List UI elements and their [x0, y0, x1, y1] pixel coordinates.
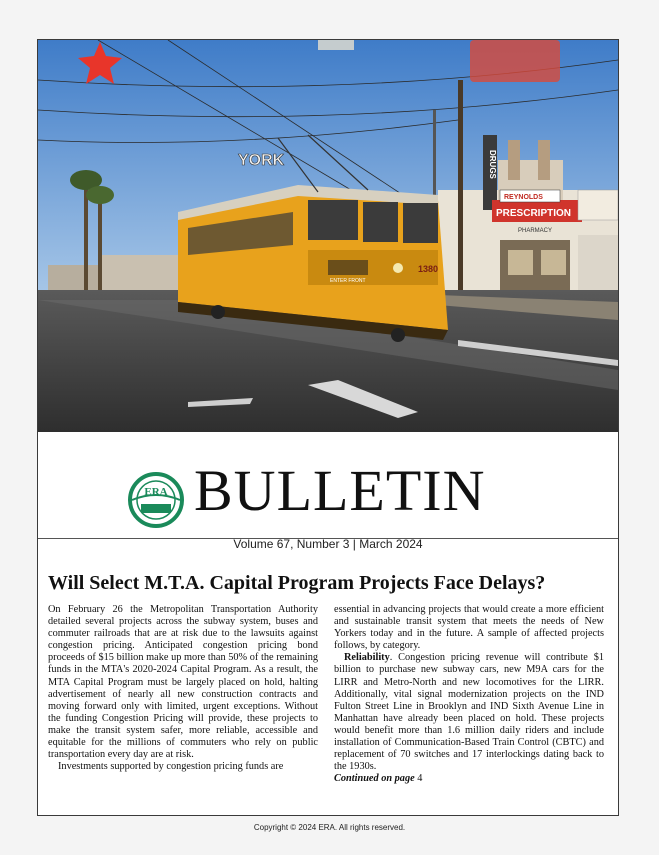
article-paragraph: [334, 652, 604, 773]
tinsel-ornament: [318, 40, 354, 50]
trolley-number: 1380: [418, 264, 439, 274]
trolley-destination: ENTER FRONT: [330, 278, 366, 284]
copyright-footer: Copyright © 2024 ERA. All rights reserved.: [253, 823, 406, 832]
pharmacy-name-sign: REYNOLDS: [504, 194, 543, 201]
prescription-sign: PRESCRIPTION: [496, 208, 572, 219]
article-paragraph: On February 26 the Metropolitan Transportation Authority detailed several projects across the subway system, buses and commuter railroads that are at risk due to the lawsuits against congestion pricing. Anticipated congestion pricing bond proceeds of $15 billion make up more than 50% of the remaining funds in the MTA's 2020-2024 Capital Program. As a result, the MTA Capital Program must be largely placed on hold, halting advertisement of nearly all new construction contracts and moving forward only with limited, urgent exceptions. Without the funding Congestion Pricing will provide, these projects to make the transit system safer, more reliable, accessible and equitable for the millions of commuters who rely on public transportation every day are at risk.: [48, 604, 318, 761]
reliability-lead: Reliability: [344, 652, 390, 664]
sleigh-ornament: [470, 40, 560, 82]
utility-pole: [458, 80, 463, 300]
york-sign: YORK: [238, 152, 285, 169]
reliability-body: . Congestion pricing revenue will contribute $1 billion to purchase new subway cars, new M9A cars for the LIRR and Metro-North and new locomotives for the LIRR. Additionally, vital signal modernization projects on the IND Fulton Street Line in Brooklyn and IND Sixth Avenue Line in Manhattan have already been placed on hold. These projects would benefit more than 1.6 million daily riders and include installation of Communication-Based Train Control (CBTC) and replacement of 70 switches and 17 interlockings dating back to the 1930s.: [334, 652, 604, 773]
article-paragraph: Investments supported by congestion pricing funds are: [58, 761, 284, 773]
distant-building: [98, 255, 178, 295]
continued-line[interactable]: [334, 773, 604, 785]
continued-label: Continued on page: [334, 773, 415, 785]
era-logo-icon: [128, 472, 184, 528]
masthead: [38, 432, 618, 539]
volume-line: Volume 67, Number 3 | March 2024: [233, 537, 423, 551]
pharmacy-sub-sign: PHARMACY: [518, 228, 553, 234]
publication-title: BULLETIN: [194, 458, 486, 523]
drugs-sign: DRUGS: [488, 150, 497, 179]
logo-text: ERA: [144, 486, 168, 498]
bulletin-page: [37, 39, 619, 816]
article-headline: Will Select M.T.A. Capital Program Projects Face Delays?: [48, 572, 546, 594]
article-column-left: [48, 604, 318, 773]
cover-photo: [38, 40, 618, 432]
article-column-right: [334, 604, 604, 785]
continued-page: 4: [417, 773, 423, 785]
article-paragraph: essential in advancing projects that would create a more efficient and sustainable transit system that meets the needs of New Yorkers today and in the future. A sample of affected projects follows, by category.: [334, 604, 604, 652]
trolley-street-scene: [38, 40, 618, 432]
